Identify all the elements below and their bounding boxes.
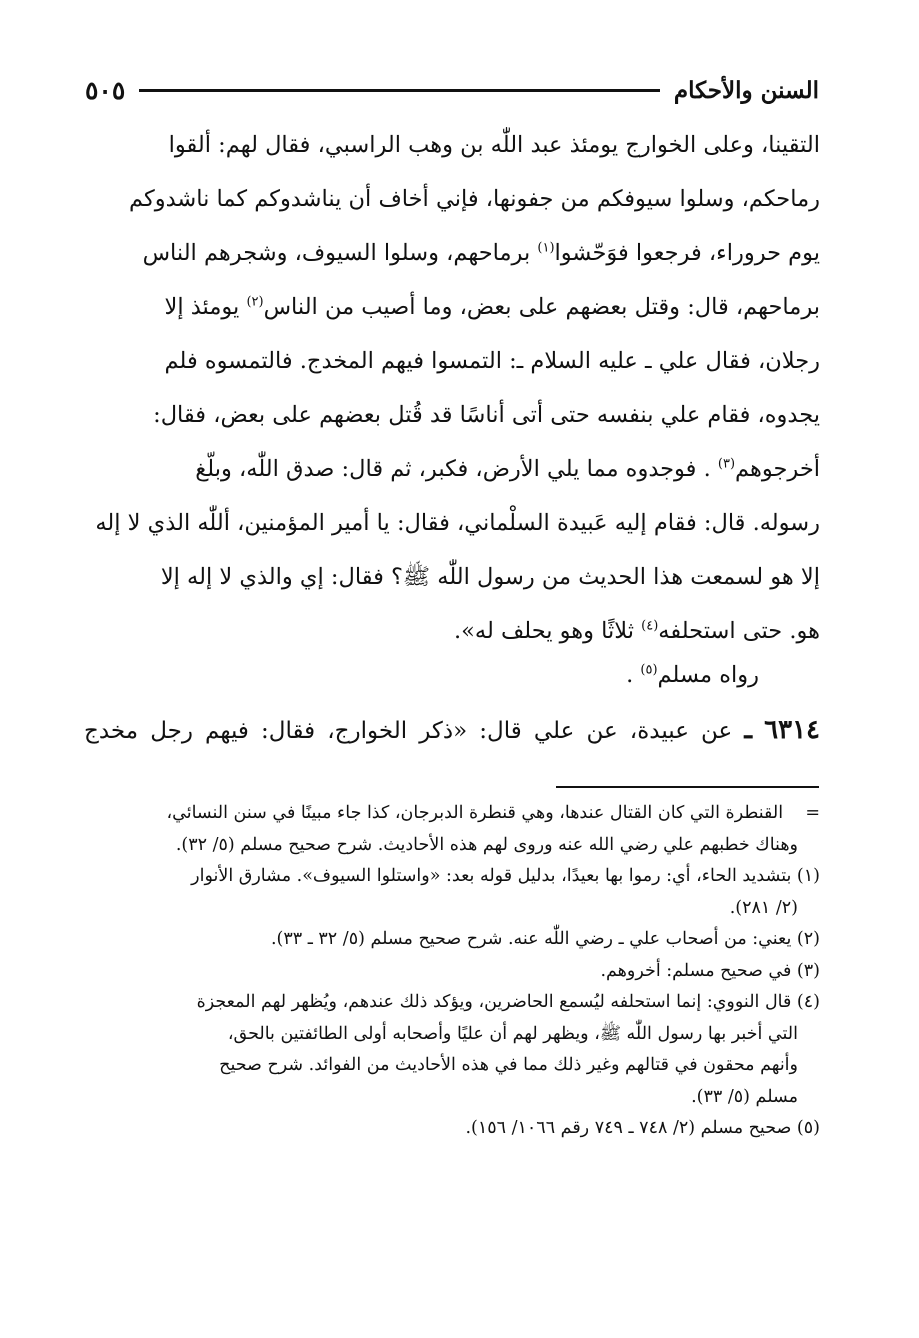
text-line: رماحكم، وسلوا سيوفكم من جفونها، فإني أخاف أن يناشدوكم كما ناشدوكم bbox=[129, 186, 820, 212]
text-line: رجلان، فقال علي ـ عليه السلام ـ: التمسوا فيهم المخدج. فالتمسوه فلم bbox=[164, 348, 820, 374]
hadith-entry bbox=[84, 703, 820, 758]
footnote-2: (٢) يعني: من أصحاب علي ـ رضي اللّٰه عنه. شرح صحيح مسلم (٥/ ٣٢ ـ ٣٣). bbox=[270, 929, 820, 949]
narration-source: رواه مسلم$^{(٥)}$ . bbox=[626, 662, 759, 688]
running-header bbox=[85, 70, 819, 110]
text-line: التقينا، وعلى الخوارج يومئذ عبد اللّٰه بن وهب الراسبي، فقال لهم: ألقوا bbox=[168, 132, 820, 158]
hadith-text: عن عبيدة، عن علي قال: «ذكر الخوارج، فقال: فيهم رجل مخدج bbox=[84, 718, 733, 744]
footnote-ref: (٥) bbox=[640, 662, 658, 678]
text-line: أخرجوهم$^{(٣)}$ . فوجدوه مما يلي الأرض، فكبر، ثم قال: صدق اللّٰه، وبلّغ bbox=[195, 456, 820, 482]
text-line: رسوله. قال: فقام إليه عَبيدة السلْماني، فقال: يا أمير المؤمنين، أللّٰه الذي لا إله bbox=[95, 510, 820, 536]
page-number: ٥٠٥ bbox=[85, 75, 126, 105]
hadith-dash: ـ bbox=[744, 715, 753, 745]
footnote-separator bbox=[556, 786, 819, 788]
text-line: يجدوه، فقام علي بنفسه حتى أتى أناسًا قد قُتل بعضهم على بعض، فقال: bbox=[153, 402, 820, 428]
footnote-continuation: = القنطرة التي كان القتال عندها، وهي قنطرة الدبرجان، كذا جاء مبينًا في سنن النسائي، وهناك خطبهم علي رضي الله عنه وروى لهم هذه الأحاديث. شرح صحيح مسلم (٥/ ٣٢). bbox=[166, 803, 820, 855]
continuation-marker: = bbox=[805, 803, 820, 823]
hadith-number: ٦٣١٤ bbox=[764, 715, 820, 745]
footnote-4: (٤) قال النووي: إنما استحلفه ليُسمع الحاضرين، ويؤكد ذلك عندهم، ويُظهر لهم المعجزة التي أخبر بها رسول اللّٰه ﷺ، ويظهر لهم أن عليًا وأصحابه أولى الطائفتين بالحق، وأنهم محقون في قتالهم وغير ذلك مما في هذه الأحاديث من الفوائد. شرح صحيح مسلم (٥/ ٣٣). bbox=[196, 992, 820, 1107]
text-line: يوم حروراء، فرجعوا فوَحّشوا$^{(١)}$ برماحهم، وسلوا السيوف، وشجرهم الناس bbox=[142, 240, 820, 266]
footnote-ref: (٤) bbox=[641, 618, 659, 634]
header-rule bbox=[139, 89, 660, 92]
text-line: هو. حتى استحلفه$^{(٤)}$ ثلاثًا وهو يحلف له». bbox=[454, 618, 820, 644]
chapter-title: السنن والأحكام bbox=[673, 76, 819, 104]
footnote-3: (٣) في صحيح مسلم: أخروهم. bbox=[600, 960, 820, 981]
main-text bbox=[84, 118, 820, 658]
text-line: برماحهم، قال: وقتل بعضهم على بعض، وما أصيب من الناس$^{(٢)}$ يومئذ إلا bbox=[164, 294, 820, 320]
footnote-ref: (٢) bbox=[246, 294, 264, 310]
footnote-ref: (٣) bbox=[717, 456, 736, 472]
footnote-1: (١) بتشديد الحاء، أي: رموا بها بعيدًا، بدليل قوله بعد: «واستلوا السيوف». مشارق الأنوار (٢/ ٢٨١). bbox=[191, 866, 820, 918]
footnotes bbox=[84, 798, 820, 1145]
footnote-ref: (١) bbox=[537, 240, 555, 256]
text-line: إلا هو لسمعت هذا الحديث من رسول اللّٰه ﷺ؟ فقال: إي والذي لا إله إلا bbox=[160, 564, 820, 590]
footnote-5: (٥) صحيح مسلم (٢/ ٧٤٨ ـ ٧٤٩ رقم ١٠٦٦/ ١٥٦). bbox=[465, 1118, 820, 1138]
